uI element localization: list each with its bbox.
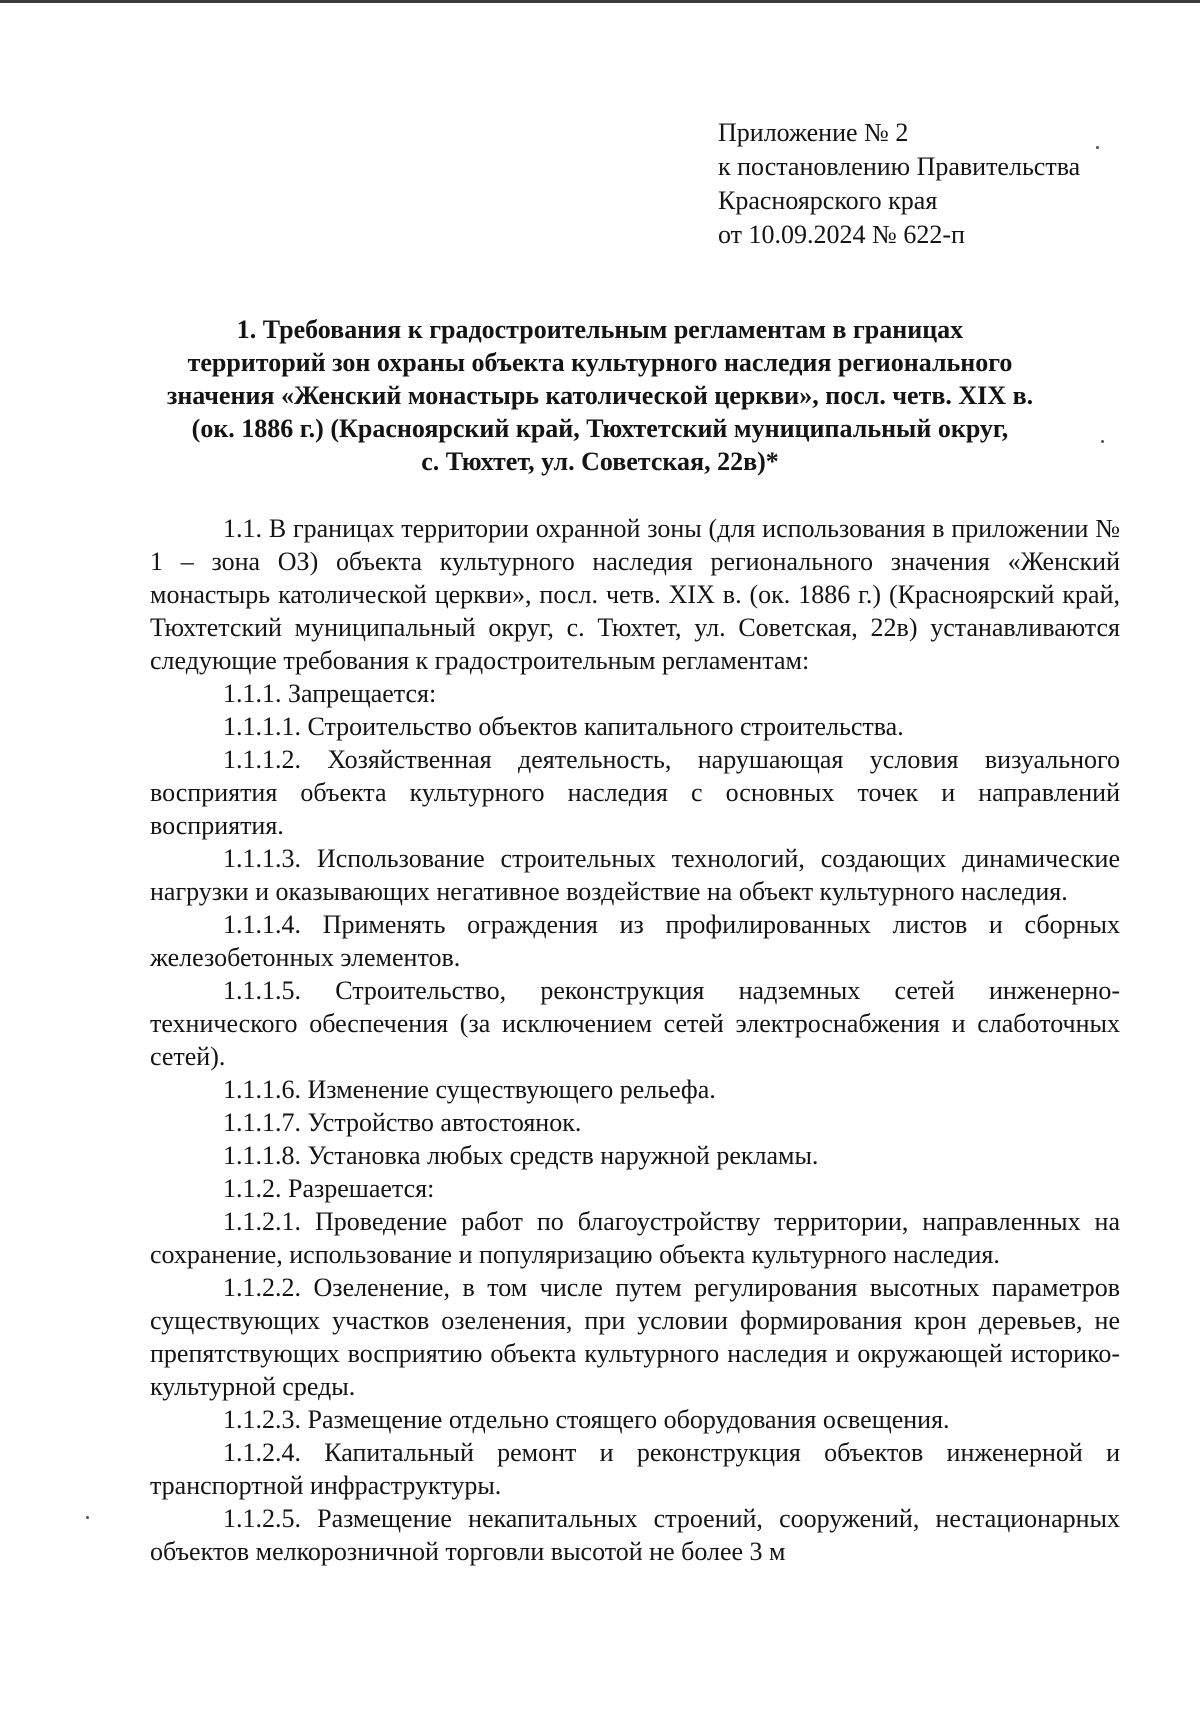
paragraph-1-1-1-8: 1.1.1.8. Установка любых средств наружной рекламы. (223, 1141, 819, 1170)
paragraph-1-1-1-5: 1.1.1.5. Строительство, реконструкция надземных сетей инженерно-технического обеспечения (за исключением сетей электроснабжения и слаботочных сетей). (150, 976, 1120, 1071)
paragraph-1-1-1-1: 1.1.1.1. Строительство объектов капитального строительства. (223, 712, 904, 741)
paragraph-1-1-1-7: 1.1.1.7. Устройство автостоянок. (223, 1108, 582, 1137)
title-line: с. Тюхтет, ул. Советская, 22в)* (421, 447, 779, 476)
annex-number: Приложение № 2 (718, 118, 909, 147)
paragraph-1-1-1-3: 1.1.1.3. Использование строительных технологий, создающих динамические нагрузки и оказывающих негативное воздействие на объект культурного наследия. (150, 844, 1120, 906)
paragraph-1-1-1-2: 1.1.1.2. Хозяйственная деятельность, нарушающая условия визуального восприятия объекта культурного наследия с основных точек и направлений восприятия. (150, 745, 1120, 840)
paragraph-1-1-2-5: 1.1.2.5. Размещение некапитальных строений, сооружений, нестационарных объектов мелкорозничной торговли высотой не более 3 м (150, 1504, 1120, 1566)
title-line: территорий зон охраны объекта культурного наследия регионального (187, 348, 1013, 377)
paragraph-1-1-1-6: 1.1.1.6. Изменение существующего рельефа. (223, 1075, 716, 1104)
title-line: значения «Женский монастырь католической церкви», посл. четв. XIX в. (166, 381, 1034, 410)
paragraph-1-1-2-2: 1.1.2.2. Озеленение, в том числе путем регулирования высотных параметров существующих участков озеленения, при условии формирования крон деревьев, не препятствующих восприятию объекта культурного наследия и окружающей историко-культурной среды. (150, 1273, 1120, 1401)
paragraph-1-1-1-4: 1.1.1.4. Применять ограждения из профилированных листов и сборных железобетонных элементов. (150, 910, 1120, 972)
annex-date-number: от 10.09.2024 № 622-п (718, 220, 965, 249)
paragraph-1-1-1: 1.1.1. Запрещается: (223, 679, 437, 708)
paragraph-1-1: 1.1. В границах территории охранной зоны (для использования в приложении № 1 – зона ОЗ) объекта культурного наследия регионального значения «Женский монастырь католической церкви», посл. четв. XIX в. (ок. 1886 г.) (Красноярский край, Тюхтетский муниципальный округ, с. Тюхтет, ул. Советская, 22в) устанавливаются следующие требования к градостроительным регламентам: (150, 514, 1120, 675)
scan-speck (1096, 146, 1099, 149)
paragraph-1-1-2: 1.1.2. Разрешается: (223, 1174, 435, 1203)
paragraph-1-1-2-4: 1.1.2.4. Капитальный ремонт и реконструкция объектов инженерной и транспортной инфраструктуры. (150, 1438, 1120, 1500)
scan-speck (1101, 440, 1104, 443)
document-body (150, 512, 1120, 1568)
scan-top-edge (0, 0, 1200, 3)
title-line: 1. Требования к градостроительным регламентам в границах (236, 315, 964, 344)
paragraph-1-1-2-3: 1.1.2.3. Размещение отдельно стоящего оборудования освещения. (223, 1405, 950, 1434)
scan-speck (86, 1516, 89, 1519)
paragraph-1-1-2-1: 1.1.2.1. Проведение работ по благоустройству территории, направленных на сохранение, использование и популяризацию объекта культурного наследия. (150, 1207, 1120, 1269)
title-line: (ок. 1886 г.) (Красноярский край, Тюхтетский муниципальный округ, (191, 414, 1009, 443)
annex-region: Красноярского края (718, 186, 938, 215)
annex-header (718, 116, 1080, 252)
section-title (150, 313, 1050, 478)
annex-resolution: к постановлению Правительства (718, 152, 1081, 181)
